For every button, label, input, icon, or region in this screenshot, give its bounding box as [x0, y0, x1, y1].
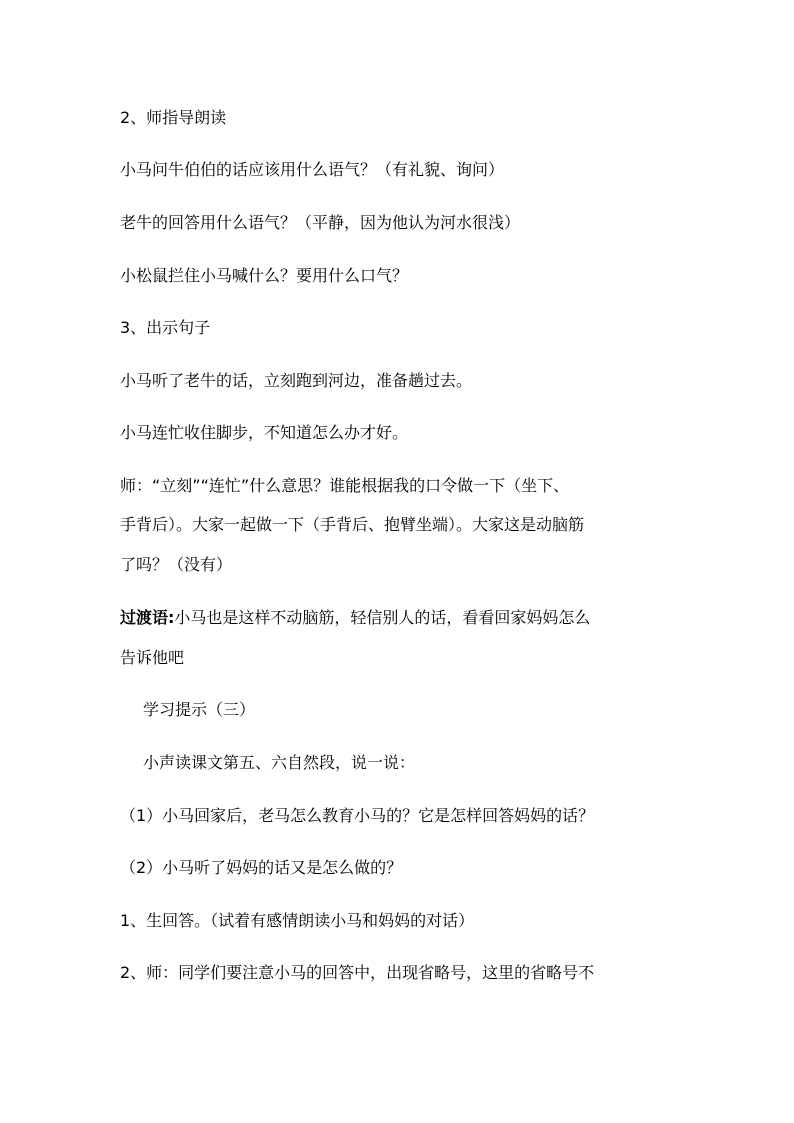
question-1: （1）小马回家后，老马怎么教育小马的？它是怎样回答妈妈的话？ [120, 806, 595, 825]
text-line-10: 了吗？（没有） [120, 555, 233, 574]
text-line-6: 小马听了老牛的话，立刻跑到河边，准备趟过去。 [120, 371, 473, 390]
text-line-5: 3、出示句子 [120, 318, 211, 337]
text-line-18: 1、生回答。（试着有感情朗读小马和妈妈的对话） [120, 911, 475, 930]
text-line-1: 2、师指导朗读 [120, 108, 227, 127]
text-line-8: 师：“立刻”“连忙”什么意思？谁能根据我的口令做一下（坐下、 [120, 476, 570, 495]
text-line-15: 小声读课文第五、六自然段，说一说： [143, 753, 416, 772]
text-line-3: 老牛的回答用什么语气？（平静，因为他认为河水很浅） [120, 213, 521, 232]
text-line-13: 告诉他吧 [120, 648, 185, 667]
transition-paragraph-line-1 [120, 608, 590, 628]
text-line-4: 小松鼠拦住小马喊什么？要用什么口气？ [120, 266, 409, 285]
text-line-9: 手背后）。大家一起做一下（手背后、抱臂坐端）。大家这是动脑筋 [120, 515, 585, 534]
text-line-19: 2、师：同学们要注意小马的回答中，出现省略号，这里的省略号不 [120, 963, 595, 982]
study-tip-heading: 学习提示（三） [143, 700, 256, 719]
question-2: （2）小马听了妈妈的话又是怎么做的？ [120, 858, 403, 877]
transition-text: 小马也是这样不动脑筋，轻信别人的话，看看回家妈妈怎么 [174, 608, 591, 627]
text-line-7: 小马连忙收住脚步，不知道怎么办才好。 [120, 423, 409, 442]
transition-label: 过渡语: [120, 608, 175, 627]
text-line-2: 小马问牛伯伯的话应该用什么语气？（有礼貌、询问） [120, 160, 505, 179]
